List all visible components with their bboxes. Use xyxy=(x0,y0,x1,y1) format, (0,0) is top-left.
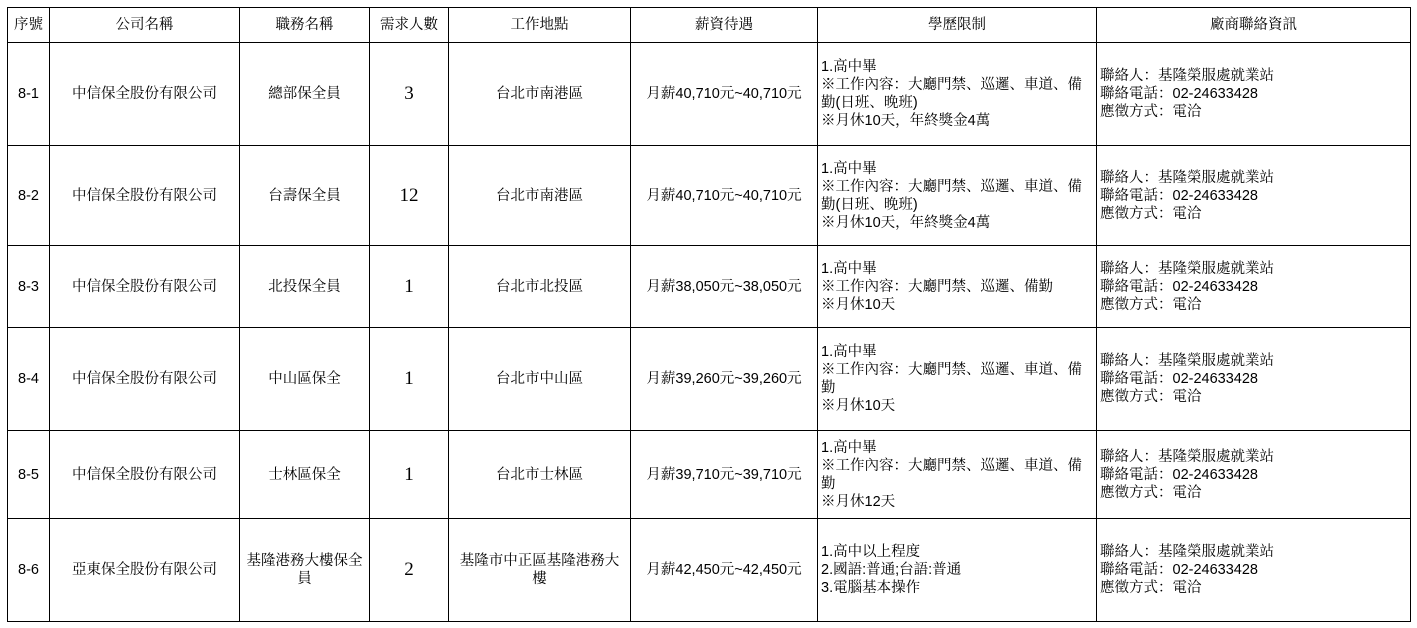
cell-company: 中信保全股份有限公司 xyxy=(50,146,240,246)
requirement-line: ※工作內容：大廳門禁、巡邏、車道、備勤(日班、晚班) xyxy=(821,178,1082,213)
header-position: 職務名稱 xyxy=(240,8,370,43)
contact-line: 聯絡電話：02-24633428 xyxy=(1100,371,1258,387)
cell-location: 台北市士林區 xyxy=(449,431,631,519)
table-row xyxy=(8,519,1411,622)
contact-line: 聯絡電話：02-24633428 xyxy=(1100,278,1258,295)
cell-headcount: 1 xyxy=(370,246,449,328)
cell-position: 北投保全員 xyxy=(240,246,370,328)
cell-seq: 8-6 xyxy=(8,519,50,622)
cell-requirements xyxy=(818,431,1097,519)
cell-company: 中信保全股份有限公司 xyxy=(50,431,240,519)
cell-location: 台北市南港區 xyxy=(449,146,631,246)
contact-line: 聯絡人：基隆榮服處就業站 xyxy=(1100,169,1274,186)
requirement-line: ※月休10天，年終獎金4萬 xyxy=(821,214,991,231)
cell-location: 台北市北投區 xyxy=(449,246,631,328)
header-salary: 薪資待遇 xyxy=(631,8,818,43)
cell-headcount: 3 xyxy=(370,43,449,146)
requirement-line: ※月休10天 xyxy=(821,296,896,313)
job-listings-table xyxy=(7,7,1411,622)
header-location: 工作地點 xyxy=(449,8,631,43)
requirement-line: 1.高中以上程度 xyxy=(821,544,921,560)
requirement-line: ※工作內容：大廳門禁、巡邏、備勤 xyxy=(821,278,1053,295)
cell-salary: 月薪40,710元~40,710元 xyxy=(631,43,818,146)
requirement-line: ※工作內容：大廳門禁、巡邏、車道、備勤 xyxy=(821,457,1082,492)
cell-headcount: 12 xyxy=(370,146,449,246)
cell-location: 台北市中山區 xyxy=(449,328,631,431)
contact-line: 聯絡電話：02-24633428 xyxy=(1100,466,1258,483)
table-row xyxy=(8,328,1411,431)
header-row xyxy=(8,8,1411,43)
cell-company: 中信保全股份有限公司 xyxy=(50,328,240,431)
cell-requirements xyxy=(818,328,1097,431)
cell-contact xyxy=(1097,146,1411,246)
header-company: 公司名稱 xyxy=(50,8,240,43)
table-row xyxy=(8,43,1411,146)
header-headcount: 需求人數 xyxy=(370,8,449,43)
requirement-line: ※工作內容：大廳門禁、巡邏、車道、備勤 xyxy=(821,362,1082,396)
cell-seq: 8-2 xyxy=(8,146,50,246)
cell-contact xyxy=(1097,246,1411,328)
requirement-line: ※月休10天 xyxy=(821,398,896,414)
table-row xyxy=(8,431,1411,519)
cell-requirements xyxy=(818,146,1097,246)
requirement-line: 1.高中畢 xyxy=(821,439,877,456)
cell-salary: 月薪39,260元~39,260元 xyxy=(631,328,818,431)
contact-line: 聯絡人：基隆榮服處就業站 xyxy=(1100,353,1274,369)
contact-line: 應徵方式：電洽 xyxy=(1100,205,1202,222)
cell-headcount: 2 xyxy=(370,519,449,622)
cell-requirements xyxy=(818,43,1097,146)
header-requirements: 學歷限制 xyxy=(818,8,1097,43)
requirement-line: 1.高中畢 xyxy=(821,160,877,177)
contact-line: 聯絡人：基隆榮服處就業站 xyxy=(1100,68,1274,84)
contact-line: 聯絡電話：02-24633428 xyxy=(1100,562,1258,578)
requirement-line: ※月休12天 xyxy=(821,493,896,510)
header-seq: 序號 xyxy=(8,8,50,43)
cell-seq: 8-3 xyxy=(8,246,50,328)
cell-requirements xyxy=(818,519,1097,622)
requirement-line: 1.高中畢 xyxy=(821,59,877,75)
header-contact: 廠商聯絡資訊 xyxy=(1097,8,1411,43)
cell-headcount: 1 xyxy=(370,431,449,519)
cell-salary: 月薪38,050元~38,050元 xyxy=(631,246,818,328)
cell-headcount: 1 xyxy=(370,328,449,431)
cell-company: 中信保全股份有限公司 xyxy=(50,43,240,146)
cell-contact xyxy=(1097,328,1411,431)
cell-position: 基隆港務大樓保全員 xyxy=(240,519,370,622)
cell-contact xyxy=(1097,431,1411,519)
table-row xyxy=(8,146,1411,246)
contact-line: 聯絡人：基隆榮服處就業站 xyxy=(1100,448,1274,465)
contact-line: 應徵方式：電洽 xyxy=(1100,389,1202,405)
cell-location: 基隆市中正區基隆港務大樓 xyxy=(449,519,631,622)
cell-company: 中信保全股份有限公司 xyxy=(50,246,240,328)
contact-line: 應徵方式：電洽 xyxy=(1100,484,1202,501)
cell-position: 中山區保全 xyxy=(240,328,370,431)
cell-salary: 月薪40,710元~40,710元 xyxy=(631,146,818,246)
requirement-line: 1.高中畢 xyxy=(821,260,877,277)
cell-contact xyxy=(1097,519,1411,622)
cell-requirements xyxy=(818,246,1097,328)
cell-position: 台壽保全員 xyxy=(240,146,370,246)
table-row xyxy=(8,246,1411,328)
contact-line: 應徵方式：電洽 xyxy=(1100,580,1202,596)
cell-seq: 8-5 xyxy=(8,431,50,519)
contact-line: 聯絡人：基隆榮服處就業站 xyxy=(1100,544,1274,560)
requirement-line: 2.國語:普通;台語:普通 xyxy=(821,562,962,578)
contact-line: 聯絡電話：02-24633428 xyxy=(1100,187,1258,204)
contact-line: 聯絡電話：02-24633428 xyxy=(1100,86,1258,102)
cell-salary: 月薪42,450元~42,450元 xyxy=(631,519,818,622)
cell-seq: 8-4 xyxy=(8,328,50,431)
requirement-line: ※工作內容：大廳門禁、巡邏、車道、備勤(日班、晚班) xyxy=(821,77,1082,111)
cell-position: 士林區保全 xyxy=(240,431,370,519)
cell-contact xyxy=(1097,43,1411,146)
cell-salary: 月薪39,710元~39,710元 xyxy=(631,431,818,519)
requirement-line: 3.電腦基本操作 xyxy=(821,580,921,596)
contact-line: 應徵方式：電洽 xyxy=(1100,296,1202,313)
cell-seq: 8-1 xyxy=(8,43,50,146)
requirement-line: ※月休10天，年終獎金4萬 xyxy=(821,113,991,129)
cell-company: 亞東保全股份有限公司 xyxy=(50,519,240,622)
requirement-line: 1.高中畢 xyxy=(821,344,877,360)
contact-line: 聯絡人：基隆榮服處就業站 xyxy=(1100,260,1274,277)
contact-line: 應徵方式：電洽 xyxy=(1100,104,1202,120)
cell-location: 台北市南港區 xyxy=(449,43,631,146)
cell-position: 總部保全員 xyxy=(240,43,370,146)
